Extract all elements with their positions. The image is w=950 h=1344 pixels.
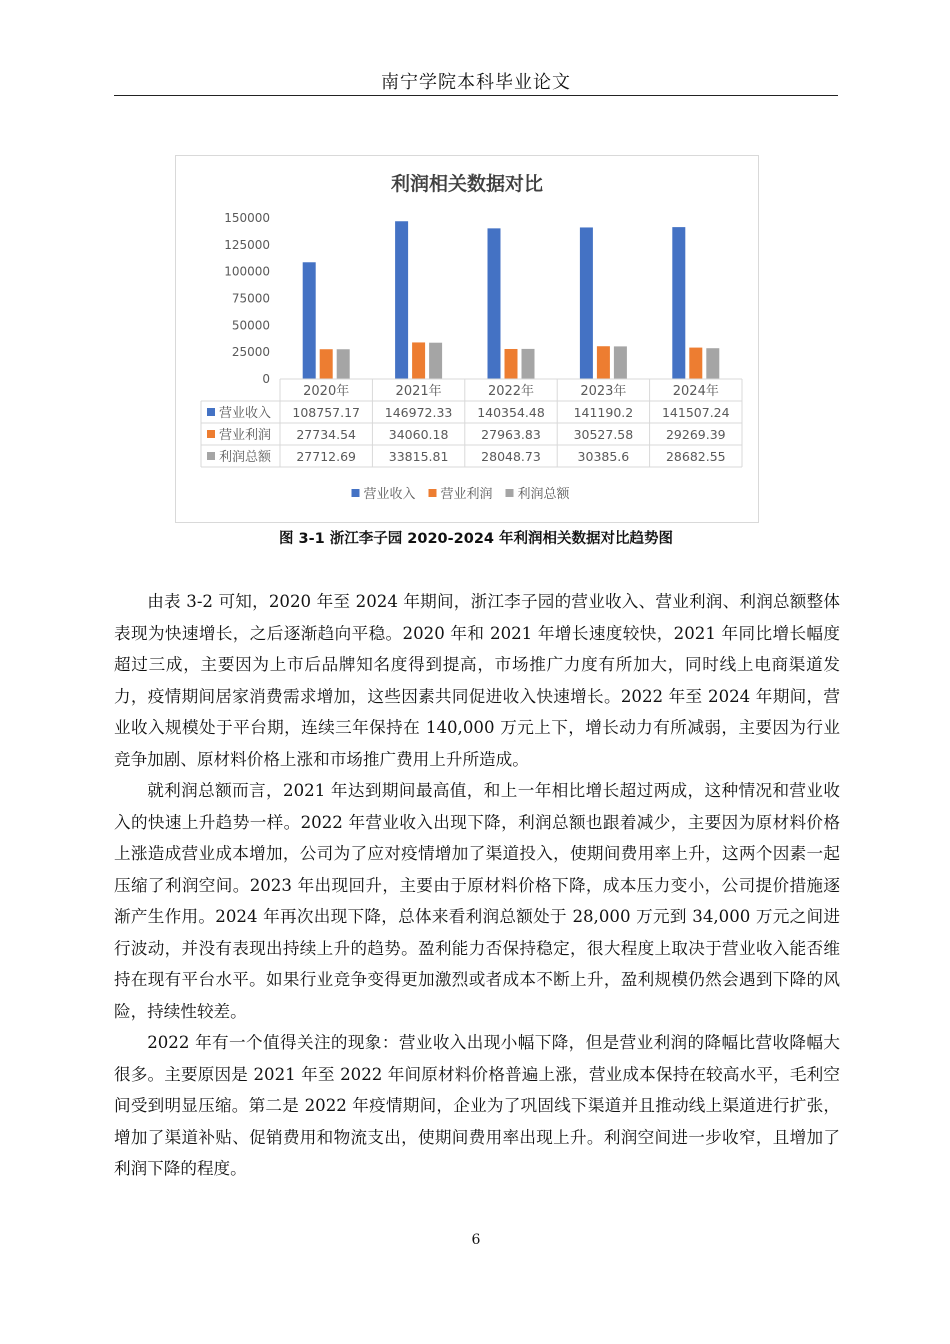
data-label: 33815.81 (388, 449, 449, 464)
table-series-key (207, 452, 215, 460)
bar-1-5 (672, 227, 685, 379)
data-label: 27712.69 (296, 449, 357, 464)
y-tick-label: 75000 (231, 291, 270, 306)
paragraph-1: 由表 3-2 可知，2020 年至 2024 年期间，浙江李子园的营业收入、营业利润、利润总额整体表现为快速增长，之后逐渐趋向平稳。2020 年和 2021 年增长速度较快，2021 年同比增长幅度超过三成，主要因为上市后品牌知名度得到提高，市场推广力度有所加大，同时线上电商渠道发力，疫情期间居家消费需求增加，这些因素共同促进收入快速增长。2022 年至 2024 年期间，营业收入规模处于平台期，连续三年保持在 140,000 万元上下，增长动力有所减弱，主要因为行业竞争加剧、原材料价格上涨和市场推广费用上升所造成。 (114, 592, 840, 769)
bar-1-3 (488, 228, 501, 379)
bar-1-4 (580, 227, 593, 379)
legend-swatch (352, 489, 360, 497)
legend-swatch (506, 489, 514, 497)
bar-3-1 (337, 349, 350, 379)
bar-2-5 (689, 348, 702, 379)
table-series-name: 利润总额 (219, 450, 272, 465)
bar-3-3 (522, 349, 535, 379)
table-series-name: 营业利润 (219, 428, 272, 443)
y-tick-label: 100000 (224, 264, 270, 279)
page-header: 南宁学院本科毕业论文 (381, 72, 571, 93)
x-category-label: 2021年 (395, 384, 442, 399)
data-label: 141190.2 (573, 405, 634, 420)
y-tick-label: 0 (262, 372, 270, 386)
legend-swatch (429, 489, 437, 497)
data-label: 27963.83 (481, 427, 541, 442)
y-tick-label: 25000 (231, 345, 270, 360)
paragraph-2: 就利润总额而言，2021 年达到期间最高值，和上一年相比增长超过两成，这种情况和营业收入的快速上升趋势一样。2022 年营业收入出现下降，利润总额也跟着减少，主要因为原材料价格上涨造成营业成本增加，公司为了应对疫情增加了渠道投入，使期间费用率上升，这两个因素一起压缩了利润空间。2023 年出现回升，主要由于原材料价格下降，成本压力变小，公司提价措施逐渐产生作用。2024 年再次出现下降，总体来看利润总额处于 28,000 万元到 34,000 万元之间进行波动，并没有表现出持续上升的趋势。盈利能力否保持稳定，很大程度上取决于营业收入能否维持在现有平台水平。如果行业竞争变得更加激烈或者成本不断上升，盈利规模仍然会遇到下降的风险，持续性较差。 (114, 781, 840, 1021)
x-category-label: 2023年 (580, 384, 627, 399)
bar-3-2 (429, 343, 442, 379)
data-label: 141507.24 (661, 405, 730, 420)
x-category-label: 2022年 (487, 384, 535, 399)
bar-3-4 (614, 346, 627, 379)
bar-2-3 (505, 349, 518, 379)
data-label: 30527.58 (573, 427, 634, 442)
legend-label: 营业收入 (363, 487, 416, 502)
data-label: 146972.33 (384, 405, 453, 420)
header-rule (114, 95, 838, 96)
bar-1-1 (303, 262, 316, 379)
bar-3-5 (706, 348, 719, 379)
bar-2-4 (597, 346, 610, 379)
data-label: 28682.55 (665, 449, 726, 464)
bar-2-2 (412, 342, 425, 379)
table-series-key (207, 408, 215, 416)
chart-title: 利润相关数据对比 (390, 173, 544, 195)
legend-label: 营业利润 (440, 487, 493, 502)
figure-caption: 图 3-1 浙江李子园 2020-2024 年利润相关数据对比趋势图 (278, 531, 674, 547)
data-label: 34060.18 (388, 427, 449, 442)
paragraph-3: 2022 年有一个值得关注的现象：营业收入出现小幅下降，但是营业利润的降幅比营收降幅大很多。主要原因是 2021 年至 2022 年间原材料价格普遍上涨，营业成本保持在较高水平，毛利空间受到明显压缩。第二是 2022 年疫情期间，企业为了巩固线下渠道并且推动线上渠道进行扩张，增加了渠道补贴、促销费用和物流支出，使期间费用率出现上升。利润空间进一步收窄，且增加了利润下降的程度。 (114, 1033, 840, 1178)
y-tick-label: 125000 (224, 237, 270, 252)
y-tick-label: 150000 (224, 211, 270, 225)
chart-figure (175, 155, 759, 523)
body-text (114, 586, 840, 1185)
data-label: 28048.73 (481, 449, 541, 464)
x-category-label: 2024年 (672, 384, 719, 399)
data-label: 108757.17 (292, 405, 361, 420)
table-series-key (207, 430, 215, 438)
x-category-label: 2020年 (303, 384, 350, 399)
page-number: 6 (471, 1232, 481, 1248)
bar-1-2 (395, 221, 408, 379)
data-label: 29269.39 (665, 427, 726, 442)
data-label: 27734.54 (296, 427, 357, 442)
y-tick-label: 50000 (231, 318, 270, 333)
legend-label: 利润总额 (517, 487, 570, 502)
bar-chart (176, 156, 758, 522)
table-series-name: 营业收入 (219, 406, 272, 421)
data-label: 140354.48 (477, 405, 545, 420)
data-label: 30385.6 (577, 449, 630, 464)
bar-2-1 (320, 349, 333, 379)
